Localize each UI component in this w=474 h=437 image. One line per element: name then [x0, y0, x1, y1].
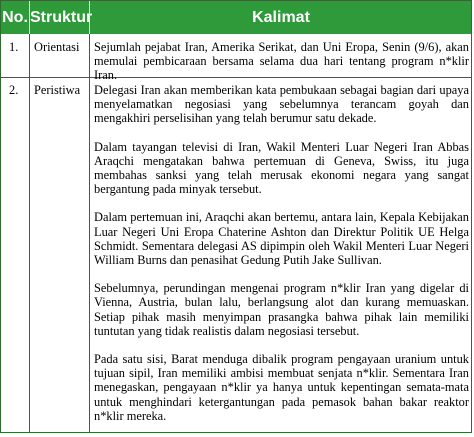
column-divider — [89, 34, 90, 432]
paragraph: Sebelumnya, perundingan mengenai program n*klir Iran yang digelar di Vienna, Austria, bulan lalu, berlangsung alot dan kurang memuaskan. Setiap pihak masih menyimpan prasangka bahwa pihak lain memiliki tuntutan yang tidak realistis dalam negosiasi tersebut. — [94, 281, 469, 338]
row-1-number: 1. — [9, 40, 19, 54]
header-no: No. — [2, 9, 28, 26]
row-2-struktur: Peristiwa — [34, 83, 81, 97]
row-2-number: 2. — [9, 83, 19, 97]
paragraph: Delegasi Iran akan memberikan kata pembukaan sebagai bagian dari upaya menyelamatkan negosiasi yang sebelumnya terancam goyah dan mengakhiri perselisihan yang telah berumur satu dekade. — [94, 83, 469, 126]
header-struktur: Struktur — [29, 1, 89, 34]
header-kalimat: Kalimat — [89, 1, 472, 34]
paragraph: Pada satu sisi, Barat menduga dibalik program pengayaan uranium untuk tujuan sipil, Iran memiliki ambisi membuat senjata n*klir. Sementara Iran menegaskan, pengayaan n*klir ya hanya untuk kepentingan semata-mata untuk menghindari ketergantungan pada pemasok bahan bakar reaktor n*klir mereka. — [94, 352, 469, 423]
paragraph: Sejumlah pejabat Iran, Amerika Serikat, dan Uni Eropa, Senin (9/6), akan memulai pembicaraan bersama selama dua hari tentang program n*klir Iran. — [94, 40, 469, 83]
paragraph: Dalam tayangan televisi di Iran, Wakil Menteri Luar Negeri Iran Abbas Araqchi mengatakan bahwa pertemuan di Geneva, Swiss, itu juga membahas sanksi yang telah merusak ekonomi negara yang sangat bergantung pada minyak tersebut. — [94, 139, 469, 197]
table-header — [1, 1, 471, 34]
paragraph: Dalam pertemuan ini, Araqchi akan bertemu, antara lain, Kepala Kebijakan Luar Negeri Uni Eropa Chaterine Ashton dan Direktur Politik UE Helga Schmidt. Sementara delegasi AS dipimpin oleh Wakil Menteri Luar Negeri William Burns dan penasihat Gedung Putih Jake Sullivan. — [94, 210, 469, 268]
row-2-kalimat — [94, 83, 469, 437]
column-divider — [29, 34, 30, 432]
row-1-struktur: Orientasi — [34, 40, 80, 54]
